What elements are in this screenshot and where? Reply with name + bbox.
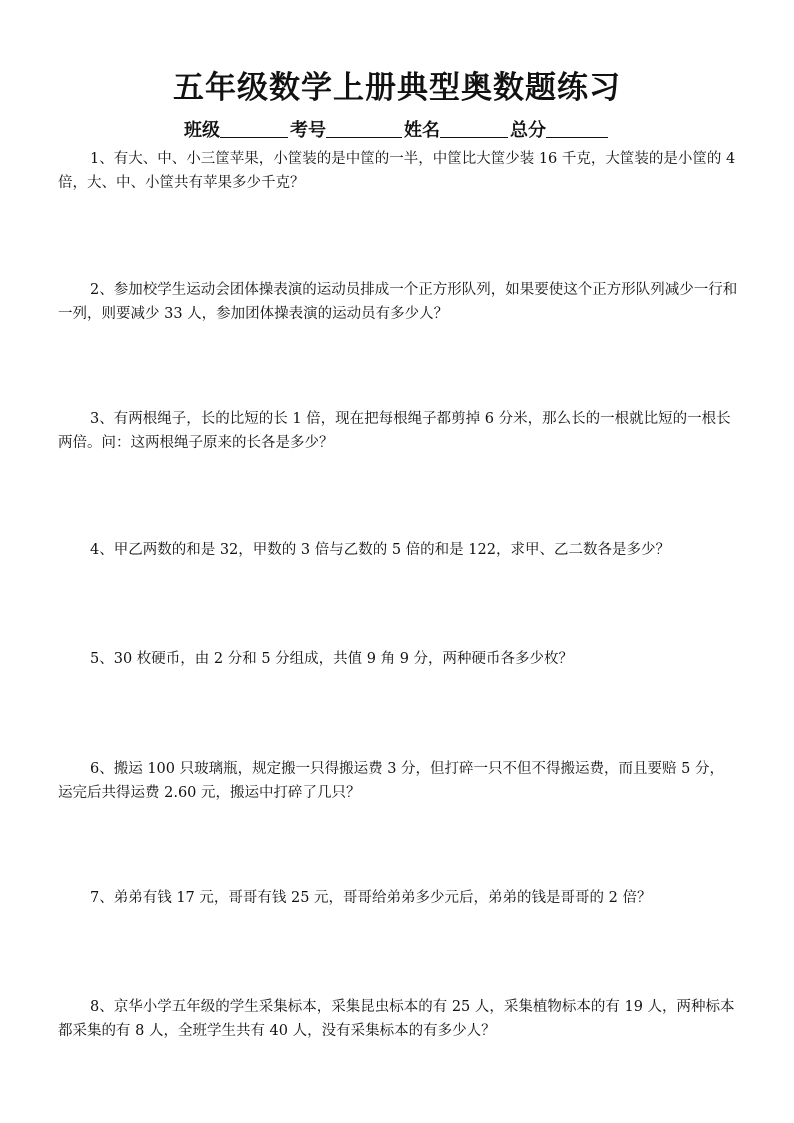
student-info-line — [0, 116, 794, 142]
name-label: 姓名 — [404, 120, 440, 141]
class-label: 班级 — [184, 120, 220, 141]
question-1: 1、有大、中、小三筐苹果，小筐装的是中筐的一半，中筐比大筐少装 16 千克，大筐装的是小筐的 4 倍，大、中、小筐共有苹果多少千克？ — [58, 151, 736, 191]
question-8: 8、京华小学五年级的学生采集标本，采集昆虫标本的有 25 人，采集植物标本的有 19 人，两种标本都采集的有 8 人，全班学生共有 40 人，没有采集标本的有多少人？ — [58, 999, 735, 1039]
name-blank[interactable] — [440, 119, 508, 138]
question-5: 5、30 枚硬币，由 2 分和 5 分组成，共值 9 角 9 分，两种硬币各多少枚？ — [90, 651, 574, 667]
question-3: 3、有两根绳子，长的比短的长 1 倍，现在把每根绳子都剪掉 6 分米，那么长的一根就比短的一根长两倍。问：这两根绳子原来的长各是多少？ — [58, 411, 731, 451]
question-2: 2、参加校学生运动会团体操表演的运动员排成一个正方形队列，如果要使这个正方形队列减少一行和一列，则要减少 33 人，参加团体操表演的运动员有多少人？ — [58, 282, 738, 322]
page-title: 五年级数学上册典型奥数题练习 — [173, 70, 621, 106]
question-6: 6、搬运 100 只玻璃瓶，规定搬一只得搬运费 3 分，但打碎一只不但不得搬运费，而且要赔 5 分，运完后共得运费 2.60 元，搬运中打碎了几只？ — [58, 761, 725, 801]
exam-number-blank[interactable] — [326, 119, 402, 138]
class-blank[interactable] — [220, 119, 288, 138]
score-blank[interactable] — [546, 119, 608, 138]
exam-number-label: 考号 — [290, 120, 326, 141]
question-4: 4、甲乙两数的和是 32，甲数的 3 倍与乙数的 5 倍的和是 122，求甲、乙二数各是多少？ — [90, 542, 670, 558]
score-label: 总分 — [510, 120, 546, 141]
question-7: 7、弟弟有钱 17 元，哥哥有钱 25 元，哥哥给弟弟多少元后，弟弟的钱是哥哥的 2 倍？ — [90, 890, 652, 906]
